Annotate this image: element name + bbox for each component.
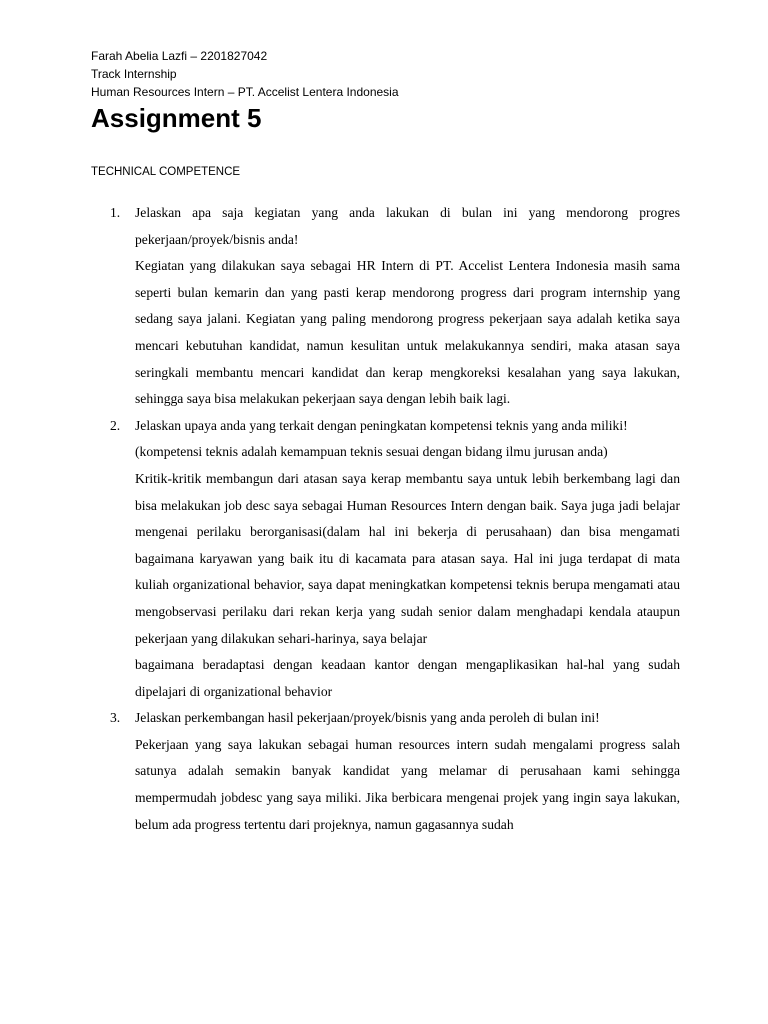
track-line: Track Internship (91, 67, 177, 81)
document-header (91, 47, 399, 101)
question-text: Jelaskan apa saja kegiatan yang anda lakukan di bulan ini yang mendorong progres pekerjaan/proyek/bisnis anda! (135, 205, 680, 247)
question-item-2 (91, 413, 680, 706)
answer-paragraph: Kegiatan yang dilakukan saya sebagai HR Intern di PT. Accelist Lentera Indonesia masih sama seperti bulan kemarin dan yang pasti kerap mendorong progress dari program internship yang sedang saya jalani. Kegiatan yang paling mendorong progress pekerjaan saya adalah ketika saya mencari kebutuhan kandidat, namun kesulitan untuk melakukannya sendiri, maka atasan saya seringkali membantu mencari kandidat dan kerap mengkoreksi kesalahan yang saya lakukan, sehingga saya bisa melakukan pekerjaan saya dengan lebih baik lagi. (135, 258, 680, 407)
answer-paragraph: bagaimana beradaptasi dengan keadaan kantor dengan mengaplikasikan hal-hal yang sudah dipelajari di organizational behavior (135, 657, 680, 699)
author-name-line: Farah Abelia Lazfi – 2201827042 (91, 49, 268, 63)
question-item-3 (91, 705, 680, 838)
answer-paragraph: Pekerjaan yang saya lakukan sebagai human resources intern sudah mengalami progress salah satunya adalah semakin banyak kandidat yang melamar di perusahaan kami sehingga mempermudah jobdesc yang saya miliki. Jika berbicara mengenai projek yang ingin saya lakukan, belum ada progress tertentu dari projeknya, namun gagasannya sudah (135, 736, 680, 832)
question-item-1 (91, 200, 680, 413)
answer-paragraph: Kritik-kritik membangun dari atasan saya kerap membantu saya untuk lebih berkembang lagi dan bisa melakukan job desc saya sebagai Human Resources Intern dengan baik. Saya juga jadi belajar mengenai perilaku berorganisasi(dalam hal ini bekerja di perusahaan) dan bisa mengamati bagaimana karyawan yang baik itu di kacamata para atasan saya. Hal ini juga terdapat di mata kuliah organizational behavior, saya dapat meningkatkan kompetensi teknis berupa mengamati atau mengobservasi perilaku dari rekan kerja yang sudah senior dalam menghadapi kendala ataupun pekerjaan yang dilakukan sehari-harinya, saya belajar (135, 470, 680, 646)
position-line: Human Resources Intern – PT. Accelist Lentera Indonesia (91, 85, 399, 99)
document-title: Assignment 5 (91, 103, 262, 133)
question-text: Jelaskan perkembangan hasil pekerjaan/proyek/bisnis yang anda peroleh di bulan ini! (135, 710, 600, 726)
question-number: 3. (110, 710, 121, 726)
question-list (91, 200, 680, 838)
answer-note: (kompetensi teknis adalah kemampuan teknis sesuai dengan bidang ilmu jurusan anda) (135, 444, 608, 460)
question-number: 2. (110, 417, 121, 433)
question-number: 1. (110, 205, 121, 220)
section-heading: TECHNICAL COMPETENCE (91, 166, 241, 178)
question-text: Jelaskan upaya anda yang terkait dengan peningkatan kompetensi teknis yang anda miliki! (135, 417, 628, 433)
